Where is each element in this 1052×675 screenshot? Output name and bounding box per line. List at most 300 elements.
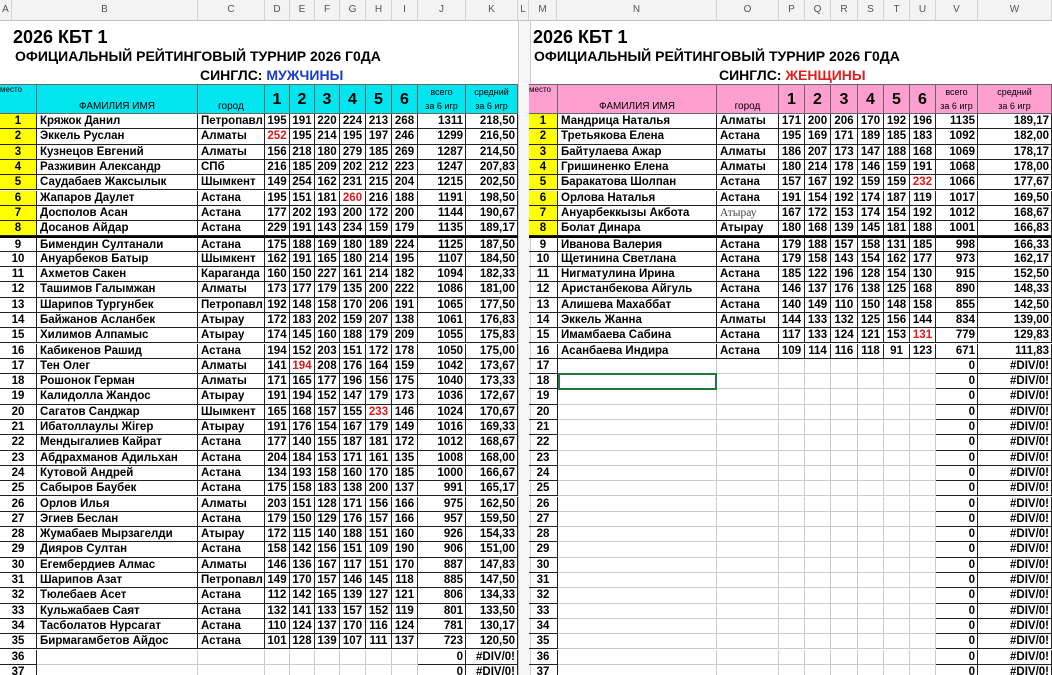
game-score-cell[interactable]: 191 (290, 221, 315, 236)
total-cell[interactable]: 1135 (936, 114, 978, 129)
game-score-cell[interactable] (779, 604, 805, 619)
average-cell[interactable]: 120,50 (466, 634, 518, 649)
place-cell[interactable]: 30 (0, 558, 37, 573)
game-score-cell[interactable]: 121 (392, 588, 418, 603)
name-cell[interactable]: Мендыгалиев Кайрат (37, 435, 198, 450)
city-cell[interactable]: Астана (717, 191, 779, 206)
game-score-cell[interactable]: 216 (366, 191, 392, 206)
game-score-cell[interactable] (805, 451, 831, 466)
game-score-cell[interactable] (910, 451, 936, 466)
game-score-cell[interactable] (779, 466, 805, 481)
game-score-cell[interactable]: 206 (831, 114, 858, 129)
game-score-cell[interactable]: 202 (290, 206, 315, 221)
average-cell[interactable]: #DIV/0! (978, 634, 1052, 649)
average-cell[interactable]: 129,83 (978, 328, 1052, 343)
name-cell[interactable]: Егембердиев Алмас (37, 558, 198, 573)
name-cell[interactable]: Асанбаева Индира (558, 344, 717, 359)
total-cell[interactable]: 1066 (936, 175, 978, 190)
average-cell[interactable]: 175,83 (466, 328, 518, 343)
average-cell[interactable]: 134,33 (466, 588, 518, 603)
game-score-cell[interactable] (884, 497, 910, 512)
name-cell[interactable]: Досполов Асан (37, 206, 198, 221)
city-cell[interactable] (717, 481, 779, 496)
game-score-cell[interactable] (858, 481, 884, 496)
game-score-cell[interactable]: 167 (340, 420, 366, 435)
game-score-cell[interactable]: 117 (779, 328, 805, 343)
average-cell[interactable]: #DIV/0! (978, 420, 1052, 435)
game-score-cell[interactable]: 172 (366, 206, 392, 221)
city-cell[interactable]: СПб (198, 160, 265, 175)
total-cell[interactable]: 1012 (418, 435, 466, 450)
game-score-cell[interactable] (805, 650, 831, 665)
game-score-cell[interactable]: 196 (340, 374, 366, 389)
total-cell[interactable]: 0 (418, 665, 466, 675)
game-score-cell[interactable]: 166 (392, 497, 418, 512)
city-cell[interactable]: Алматы (717, 160, 779, 175)
city-cell[interactable]: Астана (198, 512, 265, 527)
game-score-cell[interactable] (779, 527, 805, 542)
game-score-cell[interactable]: 180 (779, 221, 805, 236)
game-score-cell[interactable]: 158 (290, 481, 315, 496)
game-score-cell[interactable]: 183 (290, 313, 315, 328)
game-score-cell[interactable]: 119 (392, 604, 418, 619)
game-score-cell[interactable] (831, 466, 858, 481)
average-cell[interactable]: #DIV/0! (466, 650, 518, 665)
game-score-cell[interactable]: 118 (858, 344, 884, 359)
average-cell[interactable]: 168,67 (466, 435, 518, 450)
place-cell[interactable]: 11 (0, 267, 37, 282)
game-score-cell[interactable]: 165 (290, 374, 315, 389)
city-cell[interactable]: Алматы (717, 145, 779, 160)
game-score-cell[interactable]: 195 (290, 129, 315, 144)
game-score-cell[interactable] (858, 435, 884, 450)
game-score-cell[interactable] (779, 573, 805, 588)
total-cell[interactable]: 915 (936, 267, 978, 282)
game-score-cell[interactable]: 171 (831, 129, 858, 144)
column-header-b[interactable]: B (12, 0, 198, 20)
name-cell[interactable]: Нигматулина Ирина (558, 267, 717, 282)
place-cell[interactable]: 31 (0, 573, 37, 588)
game-score-cell[interactable] (779, 619, 805, 634)
game-score-cell[interactable]: 195 (340, 129, 366, 144)
game-score-cell[interactable]: 173 (831, 145, 858, 160)
game-score-cell[interactable] (805, 420, 831, 435)
column-header-q[interactable]: Q (805, 0, 831, 20)
city-cell[interactable]: Алматы (198, 129, 265, 144)
city-cell[interactable] (717, 604, 779, 619)
average-cell[interactable]: #DIV/0! (978, 389, 1052, 404)
game-score-cell[interactable] (805, 481, 831, 496)
game-score-cell[interactable] (884, 527, 910, 542)
place-cell[interactable]: 23 (0, 451, 37, 466)
game-score-cell[interactable]: 191 (392, 298, 418, 313)
average-cell[interactable]: 218,50 (466, 114, 518, 129)
city-cell[interactable]: Шымкент (198, 175, 265, 190)
game-score-cell[interactable] (858, 542, 884, 557)
total-cell[interactable]: 0 (936, 573, 978, 588)
column-header-r[interactable]: R (831, 0, 858, 20)
game-score-cell[interactable] (831, 512, 858, 527)
name-cell[interactable]: Шарипов Азат (37, 573, 198, 588)
place-cell[interactable]: 24 (529, 466, 558, 481)
game-score-cell[interactable]: 133 (315, 604, 340, 619)
average-cell[interactable]: #DIV/0! (978, 665, 1052, 675)
game-score-cell[interactable]: 191 (779, 191, 805, 206)
average-cell[interactable]: 176,83 (466, 313, 518, 328)
city-cell[interactable]: Астана (198, 634, 265, 649)
game-score-cell[interactable]: 177 (265, 435, 290, 450)
city-cell[interactable]: Астана (198, 206, 265, 221)
average-cell[interactable]: #DIV/0! (978, 481, 1052, 496)
game-score-cell[interactable]: 110 (265, 619, 290, 634)
game-score-cell[interactable] (884, 359, 910, 374)
city-cell[interactable] (717, 650, 779, 665)
game-score-cell[interactable]: 189 (366, 236, 392, 251)
game-score-cell[interactable]: 148 (290, 298, 315, 313)
game-score-cell[interactable]: 154 (884, 267, 910, 282)
game-score-cell[interactable]: 132 (831, 313, 858, 328)
city-cell[interactable]: Шымкент (198, 405, 265, 420)
average-cell[interactable]: 133,50 (466, 604, 518, 619)
game-score-cell[interactable]: 174 (858, 191, 884, 206)
name-cell[interactable]: Бирмагамбетов Айдос (37, 634, 198, 649)
game-score-cell[interactable] (779, 588, 805, 603)
game-score-cell[interactable] (910, 466, 936, 481)
game-score-cell[interactable]: 131 (884, 236, 910, 251)
game-score-cell[interactable] (805, 527, 831, 542)
game-score-cell[interactable]: 137 (392, 634, 418, 649)
game-score-cell[interactable]: 149 (392, 420, 418, 435)
game-score-cell[interactable]: 180 (779, 160, 805, 175)
game-score-cell[interactable] (366, 650, 392, 665)
total-cell[interactable]: 0 (936, 405, 978, 420)
name-cell[interactable]: Сагатов Санджар (37, 405, 198, 420)
place-cell[interactable]: 15 (529, 328, 558, 343)
city-cell[interactable]: Астана (717, 267, 779, 282)
name-cell[interactable] (558, 389, 717, 404)
game-score-cell[interactable] (805, 497, 831, 512)
game-score-cell[interactable] (392, 650, 418, 665)
total-cell[interactable]: 1092 (936, 129, 978, 144)
city-cell[interactable]: Астана (198, 604, 265, 619)
game-score-cell[interactable]: 176 (340, 512, 366, 527)
place-cell[interactable]: 35 (0, 634, 37, 649)
place-cell[interactable]: 17 (529, 359, 558, 374)
name-cell[interactable]: Калидолла Жандос (37, 389, 198, 404)
game-score-cell[interactable]: 125 (884, 282, 910, 297)
game-score-cell[interactable]: 191 (290, 114, 315, 129)
game-score-cell[interactable]: 122 (805, 267, 831, 282)
game-score-cell[interactable]: 181 (366, 435, 392, 450)
game-score-cell[interactable] (858, 497, 884, 512)
city-cell[interactable]: Астана (717, 252, 779, 267)
game-score-cell[interactable] (779, 634, 805, 649)
average-cell[interactable]: #DIV/0! (978, 650, 1052, 665)
average-cell[interactable]: 214,50 (466, 145, 518, 160)
game-score-cell[interactable]: 188 (884, 145, 910, 160)
city-cell[interactable]: Астана (717, 282, 779, 297)
game-score-cell[interactable]: 169 (315, 236, 340, 251)
game-score-cell[interactable]: 155 (315, 435, 340, 450)
game-score-cell[interactable] (315, 650, 340, 665)
place-cell[interactable]: 37 (529, 665, 558, 675)
game-score-cell[interactable]: 159 (392, 359, 418, 374)
city-cell[interactable]: Алматы (198, 558, 265, 573)
place-cell[interactable]: 36 (0, 650, 37, 665)
game-score-cell[interactable]: 186 (779, 145, 805, 160)
game-score-cell[interactable]: 191 (290, 252, 315, 267)
game-score-cell[interactable]: 204 (392, 175, 418, 190)
game-score-cell[interactable]: 179 (779, 252, 805, 267)
total-cell[interactable]: 0 (936, 650, 978, 665)
city-cell[interactable]: Астана (198, 435, 265, 450)
game-score-cell[interactable]: 218 (290, 145, 315, 160)
average-cell[interactable]: 162,50 (466, 497, 518, 512)
game-score-cell[interactable] (779, 542, 805, 557)
game-score-cell[interactable] (858, 573, 884, 588)
name-cell[interactable]: Гришиненко Елена (558, 160, 717, 175)
game-score-cell[interactable] (884, 588, 910, 603)
total-cell[interactable]: 973 (936, 252, 978, 267)
place-cell[interactable]: 11 (529, 267, 558, 282)
game-score-cell[interactable]: 185 (779, 267, 805, 282)
game-score-cell[interactable]: 202 (315, 313, 340, 328)
name-cell[interactable]: Мандрица Наталья (558, 114, 717, 129)
game-score-cell[interactable]: 233 (366, 405, 392, 420)
game-score-cell[interactable]: 194 (265, 344, 290, 359)
game-score-cell[interactable]: 176 (290, 420, 315, 435)
average-cell[interactable]: 177,50 (466, 298, 518, 313)
game-score-cell[interactable]: 224 (392, 236, 418, 251)
place-cell[interactable]: 14 (0, 313, 37, 328)
game-score-cell[interactable]: 194 (290, 389, 315, 404)
name-cell[interactable]: Жапаров Даулет (37, 191, 198, 206)
game-score-cell[interactable]: 150 (290, 267, 315, 282)
average-cell[interactable]: 147,83 (466, 558, 518, 573)
average-cell[interactable]: #DIV/0! (978, 451, 1052, 466)
game-score-cell[interactable]: 154 (858, 252, 884, 267)
game-score-cell[interactable] (805, 665, 831, 675)
game-score-cell[interactable] (910, 619, 936, 634)
city-cell[interactable]: Астана (198, 191, 265, 206)
place-cell[interactable]: 13 (0, 298, 37, 313)
game-score-cell[interactable]: 177 (315, 374, 340, 389)
name-cell[interactable]: Ташимов Галымжан (37, 282, 198, 297)
game-score-cell[interactable]: 176 (340, 359, 366, 374)
game-score-cell[interactable]: 146 (340, 573, 366, 588)
city-cell[interactable]: Астана (717, 298, 779, 313)
total-cell[interactable]: 0 (936, 466, 978, 481)
game-score-cell[interactable]: 168 (910, 145, 936, 160)
name-cell[interactable] (37, 650, 198, 665)
game-score-cell[interactable]: 169 (805, 129, 831, 144)
game-score-cell[interactable]: 165 (265, 405, 290, 420)
game-score-cell[interactable]: 170 (290, 573, 315, 588)
average-cell[interactable]: 142,50 (978, 298, 1052, 313)
place-cell[interactable]: 25 (0, 481, 37, 496)
average-cell[interactable]: 202,50 (466, 175, 518, 190)
game-score-cell[interactable] (858, 405, 884, 420)
place-cell[interactable]: 34 (0, 619, 37, 634)
game-score-cell[interactable]: 160 (340, 466, 366, 481)
place-cell[interactable]: 4 (0, 160, 37, 175)
game-score-cell[interactable]: 171 (340, 451, 366, 466)
game-score-cell[interactable]: 159 (884, 160, 910, 175)
game-score-cell[interactable]: 133 (805, 313, 831, 328)
city-cell[interactable]: Алматы (198, 374, 265, 389)
place-cell[interactable]: 8 (0, 221, 37, 236)
game-score-cell[interactable] (831, 527, 858, 542)
average-cell[interactable]: #DIV/0! (978, 604, 1052, 619)
game-score-cell[interactable]: 146 (858, 160, 884, 175)
game-score-cell[interactable] (884, 665, 910, 675)
name-cell[interactable] (558, 466, 717, 481)
total-cell[interactable]: 1068 (936, 160, 978, 175)
game-score-cell[interactable]: 124 (392, 619, 418, 634)
game-score-cell[interactable]: 229 (265, 221, 290, 236)
place-cell[interactable]: 20 (0, 405, 37, 420)
game-score-cell[interactable]: 172 (366, 344, 392, 359)
game-score-cell[interactable]: 162 (315, 175, 340, 190)
place-cell[interactable]: 28 (0, 527, 37, 542)
game-score-cell[interactable] (831, 650, 858, 665)
game-score-cell[interactable] (779, 435, 805, 450)
game-score-cell[interactable]: 200 (805, 114, 831, 129)
game-score-cell[interactable]: 172 (265, 527, 290, 542)
city-cell[interactable]: Астана (717, 236, 779, 251)
game-score-cell[interactable]: 129 (315, 512, 340, 527)
game-score-cell[interactable]: 175 (392, 374, 418, 389)
game-score-cell[interactable] (884, 650, 910, 665)
game-score-cell[interactable] (805, 359, 831, 374)
column-header-o[interactable]: O (717, 0, 779, 20)
city-cell[interactable]: Алматы (198, 497, 265, 512)
game-score-cell[interactable]: 154 (884, 206, 910, 221)
game-score-cell[interactable]: 213 (366, 114, 392, 129)
name-cell[interactable]: Третьякова Елена (558, 129, 717, 144)
average-cell[interactable]: #DIV/0! (466, 665, 518, 675)
place-cell[interactable]: 34 (529, 619, 558, 634)
average-cell[interactable]: #DIV/0! (978, 588, 1052, 603)
game-score-cell[interactable] (805, 466, 831, 481)
game-score-cell[interactable]: 222 (392, 282, 418, 297)
city-cell[interactable]: Алматы (198, 359, 265, 374)
game-score-cell[interactable] (779, 497, 805, 512)
game-score-cell[interactable]: 111 (366, 634, 392, 649)
game-score-cell[interactable]: 165 (315, 252, 340, 267)
name-cell[interactable]: Кабикенов Рашид (37, 344, 198, 359)
game-score-cell[interactable] (884, 558, 910, 573)
total-cell[interactable]: 1001 (936, 221, 978, 236)
name-cell[interactable] (558, 359, 717, 374)
city-cell[interactable] (717, 466, 779, 481)
column-header-d[interactable]: D (265, 0, 290, 20)
total-cell[interactable]: 0 (418, 650, 466, 665)
game-score-cell[interactable]: 158 (265, 542, 290, 557)
game-score-cell[interactable]: 158 (315, 466, 340, 481)
game-score-cell[interactable] (884, 619, 910, 634)
total-cell[interactable]: 0 (936, 481, 978, 496)
average-cell[interactable]: 151,00 (466, 542, 518, 557)
game-score-cell[interactable]: 179 (366, 328, 392, 343)
place-cell[interactable]: 36 (529, 650, 558, 665)
name-cell[interactable]: Алишева Махаббат (558, 298, 717, 313)
name-cell[interactable]: Кутовой Андрей (37, 466, 198, 481)
total-cell[interactable]: 0 (936, 451, 978, 466)
game-score-cell[interactable]: 252 (265, 129, 290, 144)
game-score-cell[interactable]: 162 (265, 252, 290, 267)
name-cell[interactable] (558, 634, 717, 649)
city-cell[interactable]: Петропавл (198, 573, 265, 588)
game-score-cell[interactable]: 157 (831, 236, 858, 251)
name-cell[interactable]: Ахметов Сакен (37, 267, 198, 282)
game-score-cell[interactable]: 183 (315, 481, 340, 496)
place-cell[interactable]: 14 (529, 313, 558, 328)
place-cell[interactable]: 22 (529, 435, 558, 450)
game-score-cell[interactable]: 115 (290, 527, 315, 542)
average-cell[interactable]: 178,17 (978, 145, 1052, 160)
game-score-cell[interactable]: 128 (315, 497, 340, 512)
average-cell[interactable]: 147,50 (466, 573, 518, 588)
game-score-cell[interactable] (858, 619, 884, 634)
game-score-cell[interactable]: 170 (858, 114, 884, 129)
place-cell[interactable]: 29 (529, 542, 558, 557)
place-cell[interactable]: 16 (529, 344, 558, 359)
game-score-cell[interactable]: 166 (392, 512, 418, 527)
game-score-cell[interactable]: 180 (340, 252, 366, 267)
total-cell[interactable]: 998 (936, 236, 978, 251)
average-cell[interactable]: 189,17 (466, 221, 518, 236)
name-cell[interactable]: Эккель Жанна (558, 313, 717, 328)
game-score-cell[interactable] (805, 405, 831, 420)
name-cell[interactable]: Аристанбекова Айгуль (558, 282, 717, 297)
game-score-cell[interactable]: 114 (805, 344, 831, 359)
game-score-cell[interactable]: 149 (805, 298, 831, 313)
game-score-cell[interactable]: 170 (340, 298, 366, 313)
city-cell[interactable] (717, 542, 779, 557)
average-cell[interactable]: 162,17 (978, 252, 1052, 267)
name-cell[interactable]: Бимендин Султанали (37, 236, 198, 251)
city-cell[interactable] (717, 405, 779, 420)
game-score-cell[interactable] (884, 435, 910, 450)
name-cell[interactable]: Тасболатов Нурсагат (37, 619, 198, 634)
place-cell[interactable]: 19 (0, 389, 37, 404)
game-score-cell[interactable] (884, 389, 910, 404)
city-cell[interactable] (717, 619, 779, 634)
city-cell[interactable]: Астана (198, 481, 265, 496)
place-cell[interactable]: 13 (529, 298, 558, 313)
game-score-cell[interactable]: 137 (805, 282, 831, 297)
game-score-cell[interactable]: 116 (366, 619, 392, 634)
game-score-cell[interactable]: 156 (315, 542, 340, 557)
game-score-cell[interactable]: 146 (265, 558, 290, 573)
average-cell[interactable]: 175,00 (466, 344, 518, 359)
game-score-cell[interactable] (290, 665, 315, 675)
game-score-cell[interactable] (831, 604, 858, 619)
game-score-cell[interactable] (910, 573, 936, 588)
game-score-cell[interactable]: 180 (340, 236, 366, 251)
game-score-cell[interactable] (858, 650, 884, 665)
total-cell[interactable]: 1017 (936, 191, 978, 206)
place-cell[interactable]: 31 (529, 573, 558, 588)
game-score-cell[interactable]: 181 (884, 221, 910, 236)
game-score-cell[interactable]: 260 (340, 191, 366, 206)
average-cell[interactable]: 154,33 (466, 527, 518, 542)
game-score-cell[interactable]: 124 (290, 619, 315, 634)
game-score-cell[interactable]: 147 (858, 145, 884, 160)
game-score-cell[interactable]: 232 (910, 175, 936, 190)
place-cell[interactable]: 22 (0, 435, 37, 450)
